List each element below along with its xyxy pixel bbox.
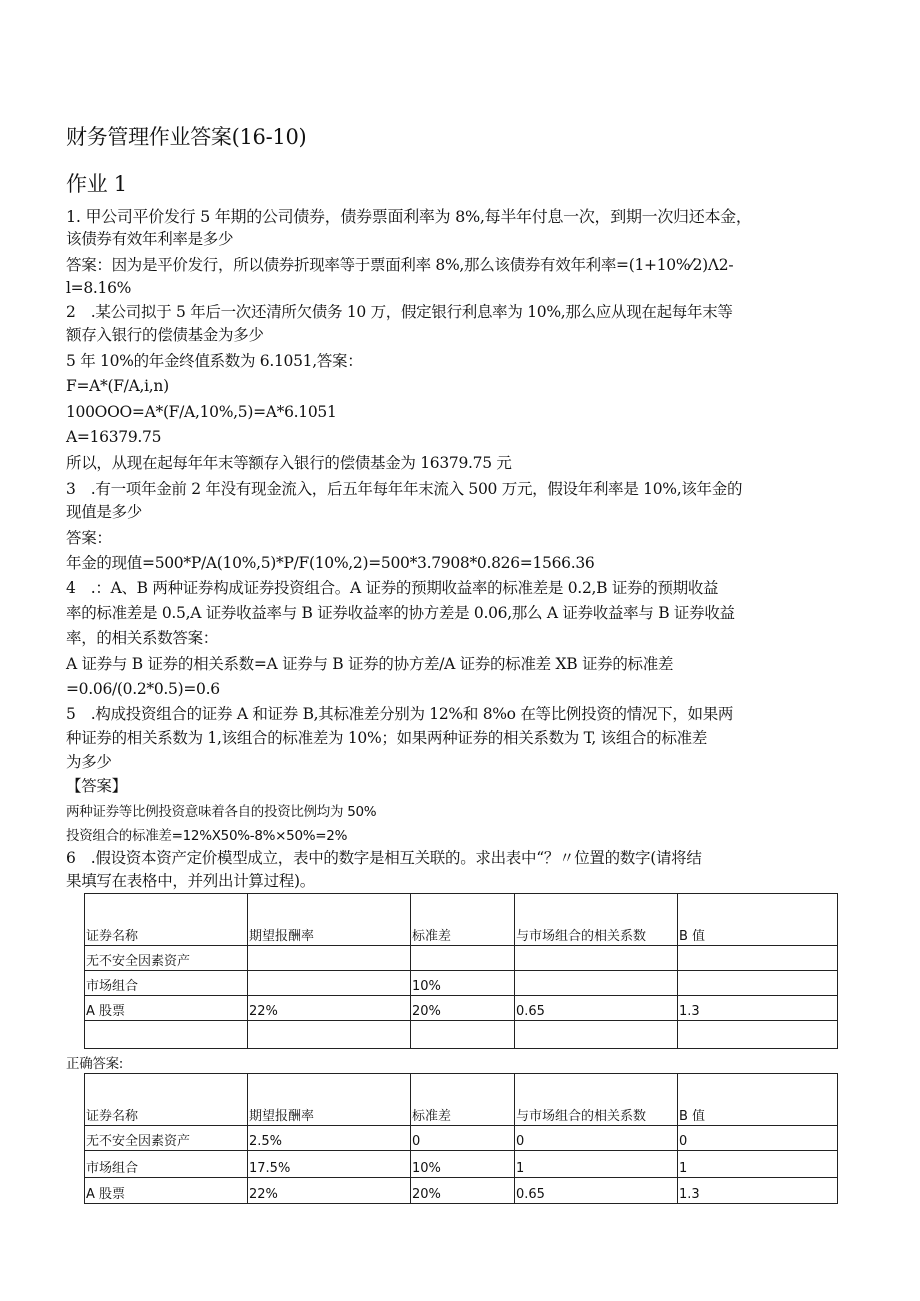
table-cell: 0.65 xyxy=(515,996,678,1021)
table-cell xyxy=(678,971,838,996)
table-cell xyxy=(515,1021,678,1049)
table-row xyxy=(85,1178,838,1204)
table-cell: 1.3 xyxy=(678,996,838,1021)
table-row xyxy=(85,1126,838,1151)
table-cell xyxy=(248,971,411,996)
text-line: 5 .构成投资组合的证券 A 和证券 B,其标准差分别为 12%和 8%o 在等比例投资的情况下，如果两 xyxy=(66,705,734,723)
table-row xyxy=(85,946,838,971)
header-cell: 标准差 xyxy=(411,1074,515,1126)
table-row xyxy=(85,996,838,1021)
table-cell xyxy=(678,946,838,971)
answer-table xyxy=(84,1073,838,1204)
table-cell: A 股票 xyxy=(85,1178,248,1204)
table-cell: 市场组合 xyxy=(85,971,248,996)
text-line: 5 年 10%的年金终值系数为 6.1051,答案： xyxy=(66,352,363,370)
text-line: 100OOO=A*(F/A,10%,5)=A*6.1051 xyxy=(66,403,337,421)
table-cell: 20% xyxy=(411,1178,515,1204)
table-cell: 1 xyxy=(515,1151,678,1178)
table-cell xyxy=(515,971,678,996)
table-cell: 市场组合 xyxy=(85,1151,248,1178)
table-cell: 1.3 xyxy=(678,1178,838,1204)
header-cell: 证券名称 xyxy=(85,894,248,946)
table-cell: 1 xyxy=(678,1151,838,1178)
answer-line: 投资组合的标准差=12%X50%-8%×50%=2% xyxy=(66,828,348,844)
table-cell: 10% xyxy=(411,971,515,996)
text-line: 答案：因为是平价发行，所以债券折现率等于票面利率 8%,那么该债券有效年利率=(1+10%⁄2)Λ2- xyxy=(66,256,734,274)
text-line: =0.06/(0.2*0.5)=0.6 xyxy=(66,680,220,698)
table-cell xyxy=(678,1021,838,1049)
text-line: 率，的相关系数答案： xyxy=(66,629,219,647)
table-cell: 20% xyxy=(411,996,515,1021)
table-cell xyxy=(85,1021,248,1049)
text-line: l=8.16% xyxy=(66,279,132,297)
text-line: 率的标准差是 0.5,A 证券收益率与 B 证券收益率的协方差是 0.06,那么 A 证券收益率与 B 证券收益 xyxy=(66,604,735,622)
text-line: 额存入银行的偿债基金为多少 xyxy=(66,326,264,344)
table-cell: 22% xyxy=(248,1178,411,1204)
header-cell: B 值 xyxy=(678,894,838,946)
table-cell xyxy=(411,946,515,971)
table-cell: 0.65 xyxy=(515,1178,678,1204)
answer-label: 正确答案: xyxy=(66,1056,124,1072)
table-header-row xyxy=(85,1074,838,1126)
header-cell: 与市场组合的相关系数 xyxy=(515,1074,678,1126)
header-cell: 与市场组合的相关系数 xyxy=(515,894,678,946)
table-cell: 0 xyxy=(411,1126,515,1151)
table-row xyxy=(85,971,838,996)
table-cell: 22% xyxy=(248,996,411,1021)
header-cell: 期望报酬率 xyxy=(248,894,411,946)
table-cell xyxy=(411,1021,515,1049)
section-heading: 作业 1 xyxy=(66,172,127,196)
doc-title: 财务管理作业答案(16-10) xyxy=(66,125,307,149)
text-line: 4 .：A、B 两种证券构成证券投资组合。A 证券的预期收益率的标准差是 0.2,B 证券的预期收益 xyxy=(66,579,719,597)
text-line: 【答案】 xyxy=(66,777,127,795)
table-cell xyxy=(248,946,411,971)
header-cell: 证券名称 xyxy=(85,1074,248,1126)
text-line: 1. 甲公司平价发行 5 年期的公司债券，债券票面利率为 8%,每半年付息一次，到期一次归还本金， xyxy=(66,207,752,226)
text-line: 3 .有一项年金前 2 年没有现金流入，后五年每年年末流入 500 万元，假设年利率是 10%,该年金的 xyxy=(66,480,743,498)
table-cell: 0 xyxy=(678,1126,838,1151)
text-line: 种证券的相关系数为 1,该组合的标准差为 10%；如果两种证券的相关系数为 T, 该组合的标准差 xyxy=(66,729,708,747)
text-line: 为多少 xyxy=(66,753,112,771)
text-line: 该债券有效年利率是多少 xyxy=(66,230,234,248)
text-line: 现值是多少 xyxy=(66,503,143,521)
text-line: A=16379.75 xyxy=(66,428,162,446)
table-cell: 17.5% xyxy=(248,1151,411,1178)
text-line: 所以，从现在起每年年末等额存入银行的偿债基金为 16379.75 元 xyxy=(66,454,512,472)
table-cell: 0 xyxy=(515,1126,678,1151)
text-line: F=A*(F/A,i,n) xyxy=(66,377,169,395)
table-cell: 无不安全因素资产 xyxy=(85,946,248,971)
table-cell: 10% xyxy=(411,1151,515,1178)
header-cell: B 值 xyxy=(678,1074,838,1126)
text-line: A 证券与 B 证券的相关系数=A 证券与 B 证券的协方差/A 证券的标准差 XB 证券的标准差 xyxy=(66,655,674,673)
table-row xyxy=(85,1021,838,1049)
question-6-line: 果填写在表格中，并列出计算过程)。 xyxy=(66,872,315,890)
text-line: 答案： xyxy=(66,529,112,547)
text-line: 2 .某公司拟于 5 年后一次还清所欠债务 10 万，假定银行利息率为 10%,那么应从现在起每年末等 xyxy=(66,303,733,321)
table-cell: A 股票 xyxy=(85,996,248,1021)
table-cell xyxy=(248,1021,411,1049)
table-header-row xyxy=(85,894,838,946)
answer-line: 两种证券等比例投资意味着各自的投资比例均为 50% xyxy=(66,804,377,820)
table-row xyxy=(85,1151,838,1178)
question-6-line: 6 .假设资本资产定价模型成立，表中的数字是相互关联的。求出表中“？〃位置的数字(请将结 xyxy=(66,849,702,867)
table-cell: 2.5% xyxy=(248,1126,411,1151)
header-cell: 期望报酬率 xyxy=(248,1074,411,1126)
question-table xyxy=(84,893,838,1049)
table-cell: 无不安全因素资产 xyxy=(85,1126,248,1151)
header-cell: 标准差 xyxy=(411,894,515,946)
text-line: 年金的现值=500*P/A(10%,5)*P/F(10%,2)=500*3.7908*0.826=1566.36 xyxy=(66,554,595,572)
table-cell xyxy=(515,946,678,971)
